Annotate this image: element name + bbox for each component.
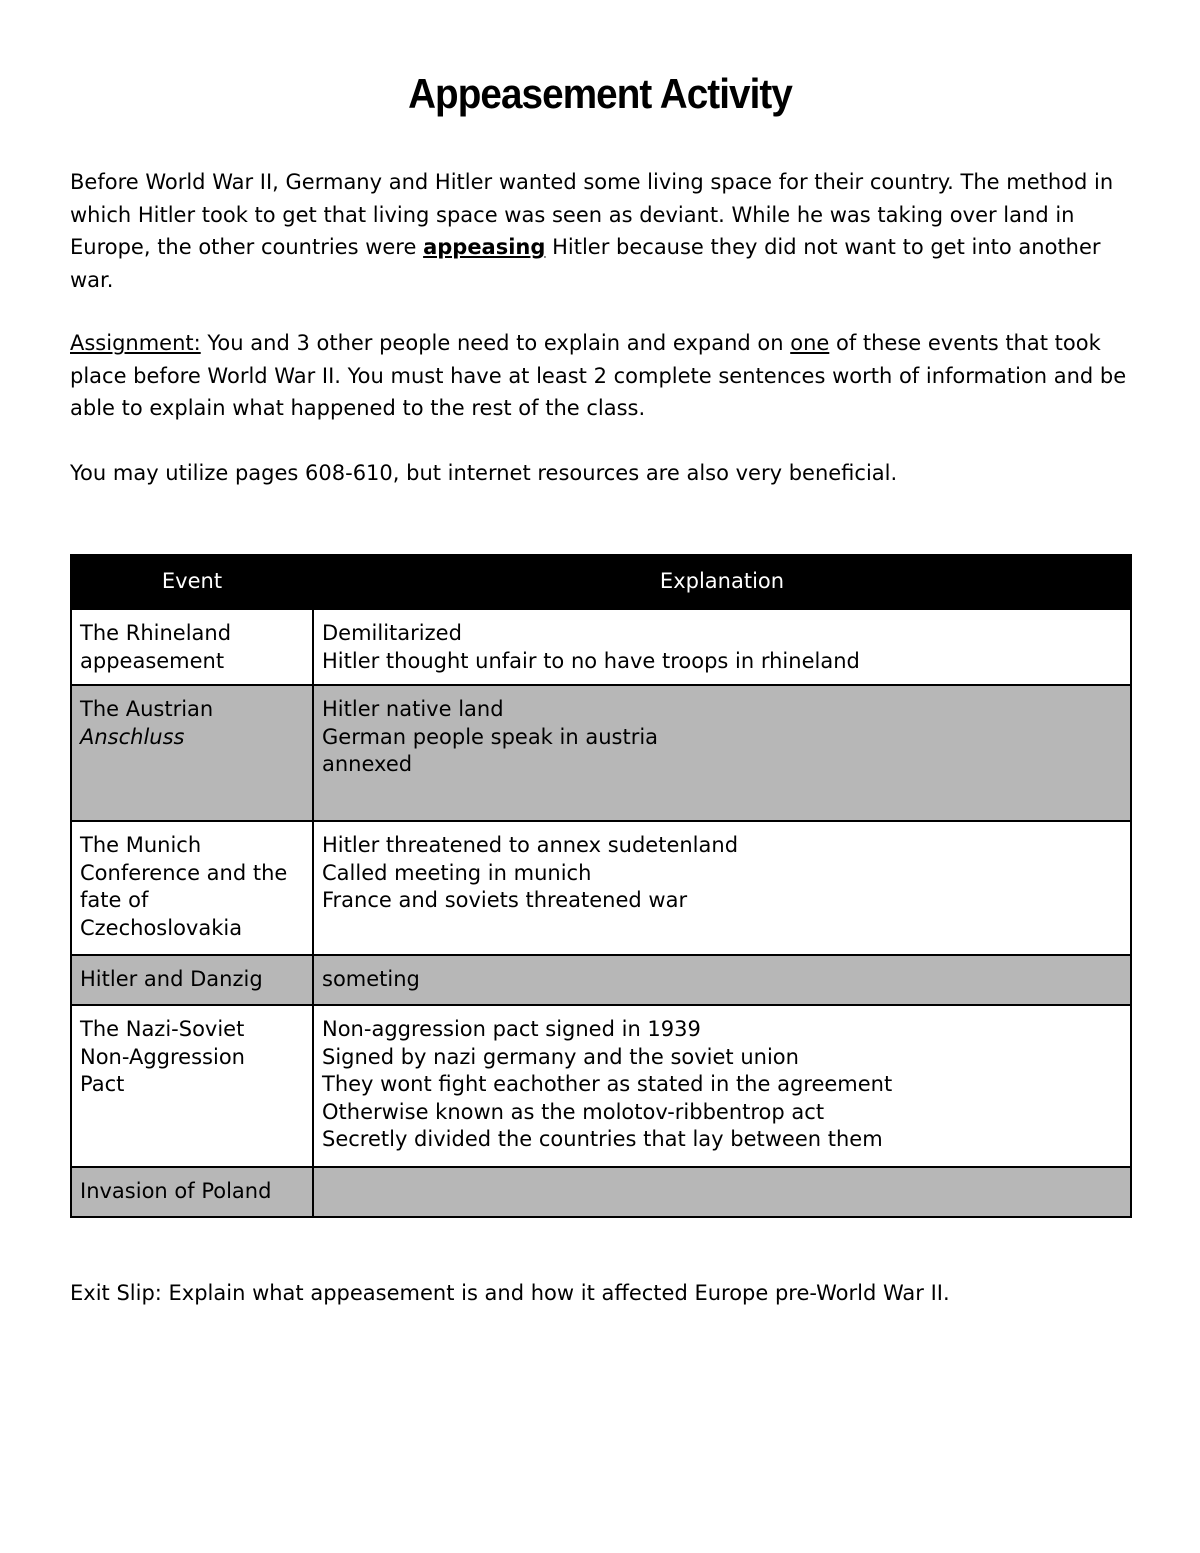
explanation-line: someting	[322, 967, 420, 991]
event-cell[interactable]	[71, 609, 313, 685]
explanation-line: Non-aggression pact signed in 1939	[322, 1017, 701, 1041]
event-line: Conference and the	[80, 860, 288, 885]
table-row	[71, 821, 1131, 955]
event-line: The Nazi-Soviet	[80, 1017, 245, 1041]
explanation-line: Demilitarized	[322, 621, 462, 645]
event-line: fate of	[80, 888, 149, 912]
event-line: The Austrian	[80, 697, 214, 721]
table-row	[71, 955, 1131, 1005]
intro-highlight: appeasing	[423, 235, 546, 259]
explanation-cell[interactable]	[313, 955, 1131, 1005]
assignment-text-before: You and 3 other people need to explain and expand on	[200, 331, 791, 355]
assignment-label: Assignment:	[70, 331, 201, 355]
intro-text-before: Before World War II, Germany and Hitler wanted some living space for their country. The method in which Hitler took to get that living space was seen as deviant. While he was taking over land in Europe, the other countries were	[70, 170, 1114, 259]
assignment-paragraph	[70, 327, 1140, 425]
event-line: Hitler and Danzig	[80, 967, 263, 991]
intro-paragraph	[70, 166, 1140, 296]
event-cell[interactable]	[71, 685, 313, 821]
explanation-line: Hitler native land	[322, 697, 504, 721]
explanation-cell[interactable]	[313, 1005, 1131, 1167]
events-table	[70, 554, 1132, 1218]
exit-slip: Exit Slip: Explain what appeasement is and how it affected Europe pre-World War II.	[70, 1281, 950, 1305]
event-line: Anschluss	[80, 724, 185, 749]
explanation-cell[interactable]	[313, 821, 1131, 955]
event-cell[interactable]	[71, 955, 313, 1005]
event-line: Non-Aggression	[80, 1044, 245, 1069]
header-event: Event	[71, 555, 313, 609]
event-line: The Munich	[80, 833, 202, 857]
explanation-line: Hitler threatened to annex sudetenland	[322, 833, 739, 857]
explanation-cell[interactable]	[313, 685, 1131, 821]
assignment-text-after: of these events that took place before World War II. You must have at least 2 complete sentences worth of information and be able to explain what happened to the rest of the class.	[70, 331, 1127, 420]
header-explanation: Explanation	[313, 555, 1131, 609]
explanation-line: Hitler thought unfair to no have troops in rhineland	[322, 648, 860, 673]
explanation-line: France and soviets threatened war	[322, 888, 688, 912]
explanation-line: Called meeting in munich	[322, 860, 592, 885]
intro-text-after: Hitler because they did not want to get into another war.	[70, 235, 1101, 292]
event-line: appeasement	[80, 648, 225, 673]
table-row	[71, 685, 1131, 821]
event-cell[interactable]	[71, 1167, 313, 1217]
table-row	[71, 1167, 1131, 1217]
assignment-emphasis: one	[790, 331, 830, 355]
table-header-row	[71, 555, 1131, 609]
explanation-cell[interactable]	[313, 609, 1131, 685]
explanation-line: annexed	[322, 752, 413, 776]
event-cell[interactable]	[71, 821, 313, 955]
table-row	[71, 609, 1131, 685]
explanation-line: They wont fight eachother as stated in the agreement	[322, 1072, 893, 1096]
event-line: Invasion of Poland	[80, 1179, 272, 1203]
explanation-line: Otherwise known as the molotov-ribbentrop act	[322, 1099, 825, 1124]
explanation-line: German people speak in austria	[322, 724, 659, 749]
event-line: The Rhineland	[80, 621, 232, 645]
table-row	[71, 1005, 1131, 1167]
explanation-cell[interactable]	[313, 1167, 1131, 1217]
event-line: Czechoslovakia	[80, 915, 243, 940]
explanation-line: Signed by nazi germany and the soviet union	[322, 1044, 799, 1069]
explanation-line: Secretly divided the countries that lay between them	[322, 1127, 883, 1151]
event-cell[interactable]	[71, 1005, 313, 1167]
event-line: Pact	[80, 1072, 125, 1096]
page-title: Appeasement Activity	[408, 70, 792, 117]
resources-paragraph: You may utilize pages 608-610, but internet resources are also very beneficial.	[70, 461, 898, 485]
